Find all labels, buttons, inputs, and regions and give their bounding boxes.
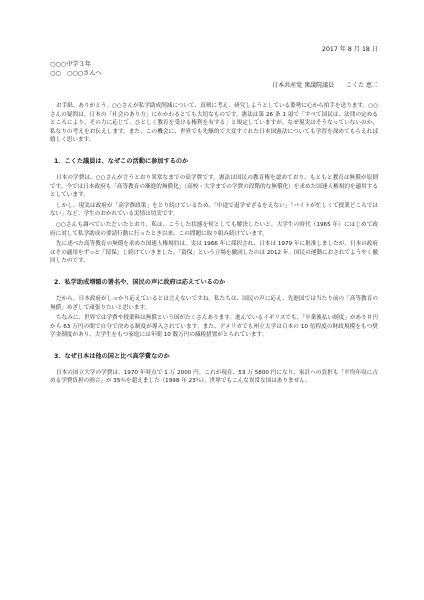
section-1-paragraph: 日本の学費は、○○さんが言うとおり異常なまでの高学費です。憲法は国民の教育権を認めており、もともと教育は無償が原則です。今では日本政府も「高等教育の漸進的無償化」（高校・大学までの学費の段階的な無償化）を求めた国連人権規約を適用するとしています。 [50,174,378,199]
letter-date: 2017 年 8 月 18 日 [322,46,378,53]
section-1-paragraph: しかし、現実は政府が「高学費政策」をとり続けているため、「中途で退学せざるをえない」「バイトが忙しくて授業どころではない」など、学生のおかれている実情は切実です。 [50,202,378,218]
section-2-paragraph: だから、日本政府がしっかり応えているとは言えないですね。私たちは、国民の声に応え、先進国では当たり前の「高等教育の無償」めざして頑張りたいと思います。 [50,295,378,311]
section-3-paragraph: 日本の国立大学の学費は、1970 年時点で 1 万 2000 円。これが現在、53 万 5800 円になり、家計への負担も「平均年収に占める学費負担の割合」が 35％を超えました（1998 年 23％）。世界でもこんな異常な国はありません。 [50,369,378,385]
section-heading-3: 3．なぜ日本は他の国と比べ高学費なのか [54,352,170,360]
section-1-paragraph: ○○さんも調べていただいたとおり、私は、こうした状態を何としても解決したいと、大学生の時代（1965 年）にはじめて政府に対して私学助成の要請行動に行ったとき以来、この問題に取り組み続けています。 [50,221,378,237]
recipient-school: ○○○中学３年 [50,61,91,68]
section-heading-2: 2．私学助成増額の署名や、国民の声に政府は応えているのか [54,278,226,286]
section-heading-1: 1．こくた議員は、なぜこの活動に参加するのか [54,157,189,165]
intro-paragraph: お手紙、ありがとう。○○さんが私学助成削減について、真剣に考え、研究しようとしている姿勢に心から拍手を送ります。○○さんの疑問は、日本の「社会のあり方」にかかわるとても大切なものです。憲法は第 26 条 1 項で「すべて国民は、法律の定めるところにより、その力に応じて、ひとしく教育を受ける権利を有する」と規定していますが、なぜ現実はそうなっていないのか、私なりの考えをお伝えします。また、この機会に、世界でも先駆的で大変すぐれた日本国憲法についても学習を深めてもらえれば嬉しく思います。 [50,103,378,144]
section-2-paragraph: ちなみに、世界では学費や授業料は無償という国がたくさんあります。進んでいるイギリスでも、「卒業後払い制度」があり０円から 63 万円の間で自分で決める制度が導入されています。また、アメリカでも州立大学は日本の 10 倍程度の財政規模をもつ奨学金制度があり、大学生をもつ家庭には年間 10 数万円の減税措置がとられています。 [50,315,378,339]
recipient-name: ○○ ○○○さんへ [50,70,102,77]
sender-signature: 日本共産党 衆議院議員 こくた 恵二 [272,82,378,89]
section-1-paragraph: 先に述べた高等教育の無償を求めた国連人権規約は、実は 1966 年に採択され、日本は 1979 年に批准しましたが、日本の政府はその適用をずっと「留保」し続けていきました。「留保」という立場を撤回したのは 2012 年。国民の運動におされてようやく撤回したのです。 [50,241,378,265]
